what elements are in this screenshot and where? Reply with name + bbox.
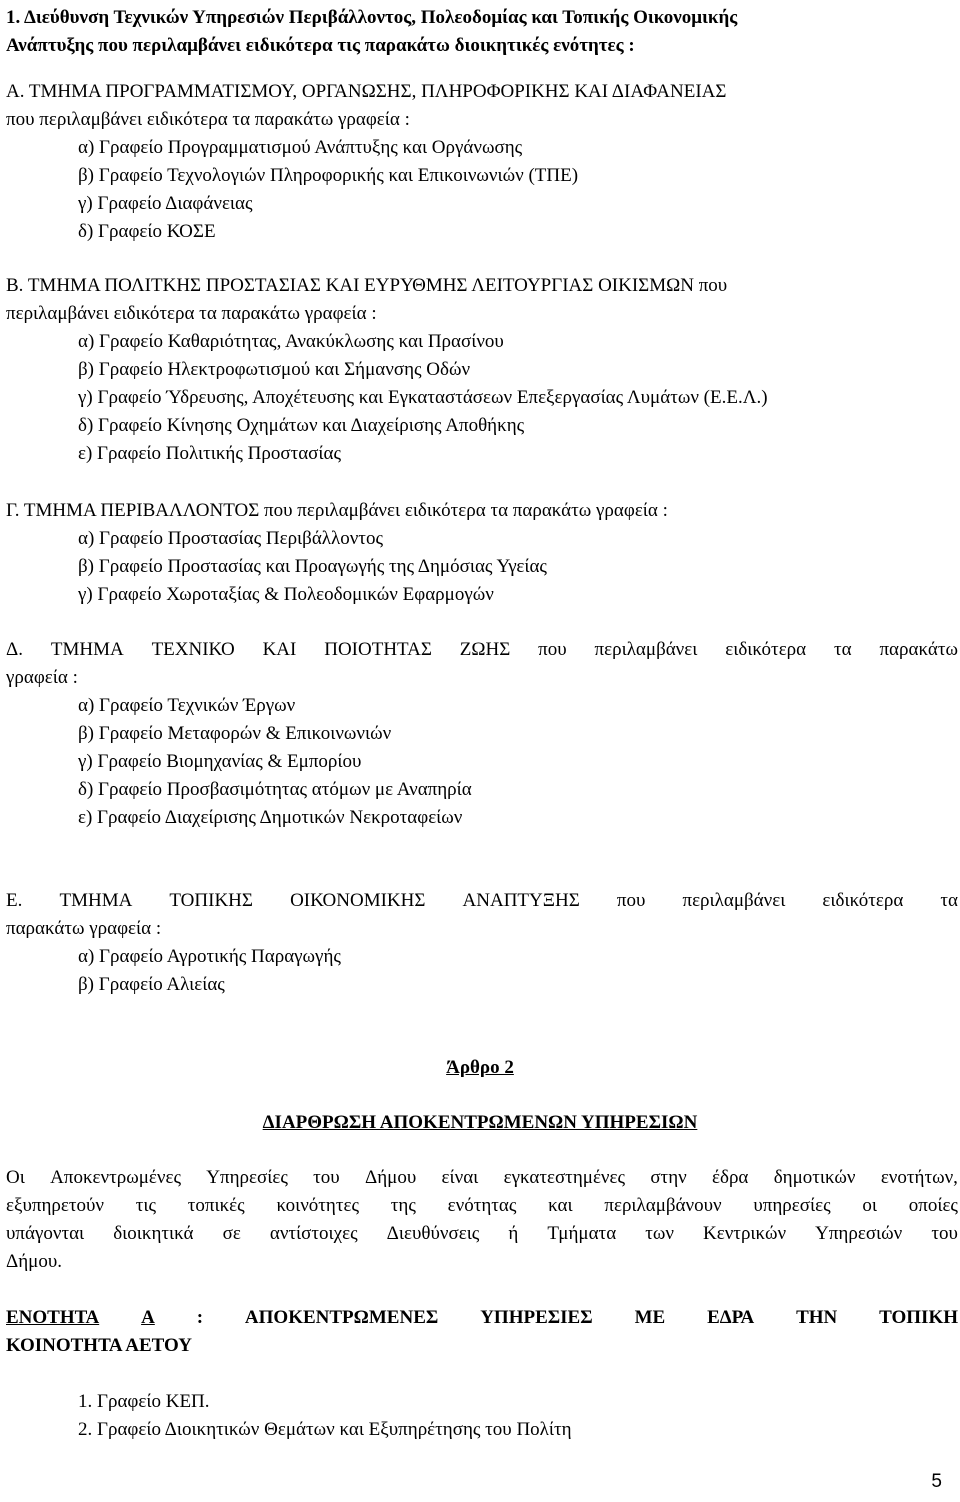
unit-a-item: 1. Γραφείο ΚΕΠ.	[78, 1391, 210, 1412]
section-b-item: γ) Γραφείο Ύδρευσης, Αποχέτευσης και Εγκαταστάσεων Επεξεργασίας Λυμάτων (Ε.Ε.Λ.)	[78, 387, 768, 408]
paragraph-word: Υπηρεσίες	[206, 1167, 288, 1188]
paragraph-word: στην	[650, 1167, 687, 1188]
section-c-title: Γ. ΤΜΗΜΑ ΠΕΡΙΒΑΛΛΟΝΤΟΣ που περιλαμβάνει ειδικότερα τα παρακάτω γραφεία :	[6, 500, 668, 521]
section-e-word: ειδικότερα	[822, 890, 904, 911]
unit-a-word: ΥΠΗΡΕΣΙΕΣ	[480, 1307, 593, 1328]
paragraph-word: οποίες	[908, 1195, 958, 1216]
directorate-heading-line1: 1. Διεύθυνση Τεχνικών Υπηρεσιών Περιβάλλοντος, Πολεοδομίας και Τοπικής Οικονομικής	[6, 7, 738, 28]
unit-a-word: ΕΝΟΤΗΤΑ	[6, 1307, 100, 1328]
section-a-item: δ) Γραφείο ΚΟΣΕ	[78, 221, 216, 242]
unit-a-word: ΤΟΠΙΚΗ	[879, 1307, 958, 1328]
section-a-intro: που περιλαμβάνει ειδικότερα τα παρακάτω γραφεία :	[6, 109, 410, 130]
paragraph-word: αντίστοιχες	[269, 1223, 358, 1244]
section-e-item: β) Γραφείο Αλιείας	[78, 974, 225, 995]
directorate-heading-line2: Ανάπτυξης που περιλαμβάνει ειδικότερα τις παρακάτω διοικητικές ενότητες :	[6, 35, 635, 56]
paragraph-word: τις	[135, 1195, 157, 1216]
article-paragraph-line	[6, 1164, 958, 1192]
page-number: 5	[931, 1471, 942, 1492]
unit-a-word: ΜΕ	[634, 1307, 666, 1328]
unit-a-word: ΤΗΝ	[796, 1307, 838, 1328]
section-a-item: γ) Γραφείο Διαφάνειας	[78, 193, 253, 214]
section-a-item: β) Γραφείο Τεχνολογιών Πληροφορικής και Επικοινωνιών (ΤΠΕ)	[78, 165, 579, 186]
article-paragraph-line	[6, 1220, 958, 1248]
section-d-word: Δ.	[6, 639, 23, 660]
section-d-word: που	[538, 639, 567, 660]
paragraph-word: υπηρεσίες	[753, 1195, 831, 1216]
section-d-word: ΠΟΙΟΤΗΤΑΣ	[324, 639, 432, 660]
section-b-item: α) Γραφείο Καθαριότητας, Ανακύκλωσης και Πρασίνου	[78, 331, 504, 352]
article-paragraph-last-line: Δήμου.	[6, 1251, 62, 1272]
unit-a-word: :	[196, 1307, 204, 1328]
paragraph-word: οι	[862, 1195, 877, 1216]
section-d-word: ειδικότερα	[725, 639, 807, 660]
paragraph-word: έδρα	[712, 1167, 749, 1188]
paragraph-word: Κεντρικών	[703, 1223, 787, 1244]
unit-a-word: ΑΠΟΚΕΝΤΡΩΜΕΝΕΣ	[244, 1307, 439, 1328]
section-e-word: ΟΙΚΟΝΟΜΙΚΗΣ	[290, 890, 426, 911]
paragraph-word: της	[390, 1195, 416, 1216]
paragraph-word: Οι	[6, 1167, 25, 1188]
unit-a-word: ΕΔΡΑ	[707, 1307, 755, 1328]
section-b-item: δ) Γραφείο Κίνησης Οχημάτων και Διαχείρισης Αποθήκης	[78, 415, 525, 436]
paragraph-word: περιλαμβάνουν	[604, 1195, 722, 1216]
section-b-item: ε) Γραφείο Πολιτικής Προστασίας	[78, 443, 341, 464]
section-e-intro: παρακάτω γραφεία :	[6, 918, 162, 939]
paragraph-word: Υπηρεσιών	[815, 1223, 903, 1244]
paragraph-word: διοικητικά	[113, 1223, 194, 1244]
section-a-title: Α. ΤΜΗΜΑ ΠΡΟΓΡΑΜΜΑΤΙΣΜΟΥ, ΟΡΓΑΝΩΣΗΣ, ΠΛΗΡΟΦΟΡΙΚΗΣ ΚΑΙ ΔΙΑΦΑΝΕΙΑΣ	[6, 81, 727, 102]
section-d-item: α) Γραφείο Τεχνικών Έργων	[78, 695, 296, 716]
paragraph-word: εγκατεστημένες	[503, 1167, 626, 1188]
section-d-item: δ) Γραφείο Προσβασιμότητας ατόμων με Αναπηρία	[78, 779, 472, 800]
paragraph-word: σε	[222, 1223, 241, 1244]
paragraph-word: Τμήματα	[547, 1223, 617, 1244]
section-e-word: ΑΝΑΠΤΥΞΗΣ	[462, 890, 580, 911]
paragraph-word: είναι	[441, 1167, 479, 1188]
section-d-word: ΖΩΗΣ	[459, 639, 511, 660]
section-e-title	[6, 887, 958, 915]
section-e-word: που	[616, 890, 646, 911]
section-b-item: β) Γραφείο Ηλεκτροφωτισμού και Σήμανσης Οδών	[78, 359, 471, 380]
section-e-item: α) Γραφείο Αγροτικής Παραγωγής	[78, 946, 341, 967]
section-d-item: β) Γραφείο Μεταφορών & Επικοινωνιών	[78, 723, 392, 744]
section-d-intro: γραφεία :	[6, 667, 78, 688]
paragraph-word: εξυπηρετούν	[6, 1195, 104, 1216]
section-d-word: ΤΕΧΝΙΚΟ	[151, 639, 235, 660]
paragraph-word: των	[645, 1223, 674, 1244]
paragraph-word: ή	[508, 1223, 519, 1244]
paragraph-word: ενοτήτων,	[880, 1167, 958, 1188]
paragraph-word: και	[548, 1195, 573, 1216]
unit-a-title-line2: ΚΟΙΝΟΤΗΤΑ ΑΕΤΟΥ	[6, 1335, 193, 1356]
paragraph-word: του	[313, 1167, 340, 1188]
paragraph-word: κοινότητες	[276, 1195, 360, 1216]
section-c-item: γ) Γραφείο Χωροταξίας & Πολεοδομικών Εφαρμογών	[78, 584, 494, 605]
section-d-word: ΤΜΗΜΑ	[50, 639, 124, 660]
section-a-item: α) Γραφείο Προγραμματισμού Ανάπτυξης και Οργάνωσης	[78, 137, 523, 158]
paragraph-word: του	[931, 1223, 958, 1244]
unit-a-item: 2. Γραφείο Διοικητικών Θεμάτων και Εξυπηρέτησης του Πολίτη	[78, 1419, 572, 1440]
section-c-item: α) Γραφείο Προστασίας Περιβάλλοντος	[78, 528, 383, 549]
section-d-item: ε) Γραφείο Διαχείρισης Δημοτικών Νεκροταφείων	[78, 807, 463, 828]
section-b-intro: περιλαμβάνει ειδικότερα τα παρακάτω γραφεία :	[6, 303, 377, 324]
paragraph-word: Αποκεντρωμένες	[50, 1167, 181, 1188]
paragraph-word: τοπικές	[187, 1195, 245, 1216]
paragraph-word: Διευθύνσεις	[386, 1223, 480, 1244]
section-e-word: ΤΟΠΙΚΗΣ	[169, 890, 253, 911]
section-b-title: Β. ΤΜΗΜΑ ΠΟΛΙΤΚΗΣ ΠΡΟΣΤΑΣΙΑΣ ΚΑΙ ΕΥΡΥΘΜΗΣ ΛΕΙΤΟΥΡΓΙΑΣ ΟΙΚΙΣΜΩΝ που	[6, 275, 728, 296]
paragraph-word: δημοτικών	[773, 1167, 856, 1188]
article-paragraph-line	[6, 1192, 958, 1220]
section-e-word: ΤΜΗΜΑ	[59, 890, 133, 911]
paragraph-word: ενότητας	[447, 1195, 517, 1216]
article-title: Άρθρο 2	[446, 1057, 514, 1078]
section-d-word: τα	[834, 639, 852, 660]
unit-a-title	[6, 1304, 958, 1332]
article-subtitle: ΔΙΑΡΘΡΩΣΗ ΑΠΟΚΕΝΤΡΩΜΕΝΩΝ ΥΠΗΡΕΣΙΩΝ	[262, 1112, 698, 1133]
section-e-word: Ε.	[6, 890, 23, 911]
section-d-word: παρακάτω	[879, 639, 958, 660]
section-e-word: περιλαμβάνει	[682, 890, 786, 911]
section-e-word: τα	[940, 890, 958, 911]
paragraph-word: υπάγονται	[6, 1223, 85, 1244]
section-d-word: ΚΑΙ	[262, 639, 297, 660]
paragraph-word: Δήμου	[365, 1167, 417, 1188]
section-d-word: περιλαμβάνει	[594, 639, 698, 660]
section-d-title	[6, 636, 958, 664]
unit-a-word: Α	[141, 1307, 155, 1328]
section-c-item: β) Γραφείο Προστασίας και Προαγωγής της Δημόσιας Υγείας	[78, 556, 547, 577]
section-d-item: γ) Γραφείο Βιομηχανίας & Εμπορίου	[78, 751, 362, 772]
